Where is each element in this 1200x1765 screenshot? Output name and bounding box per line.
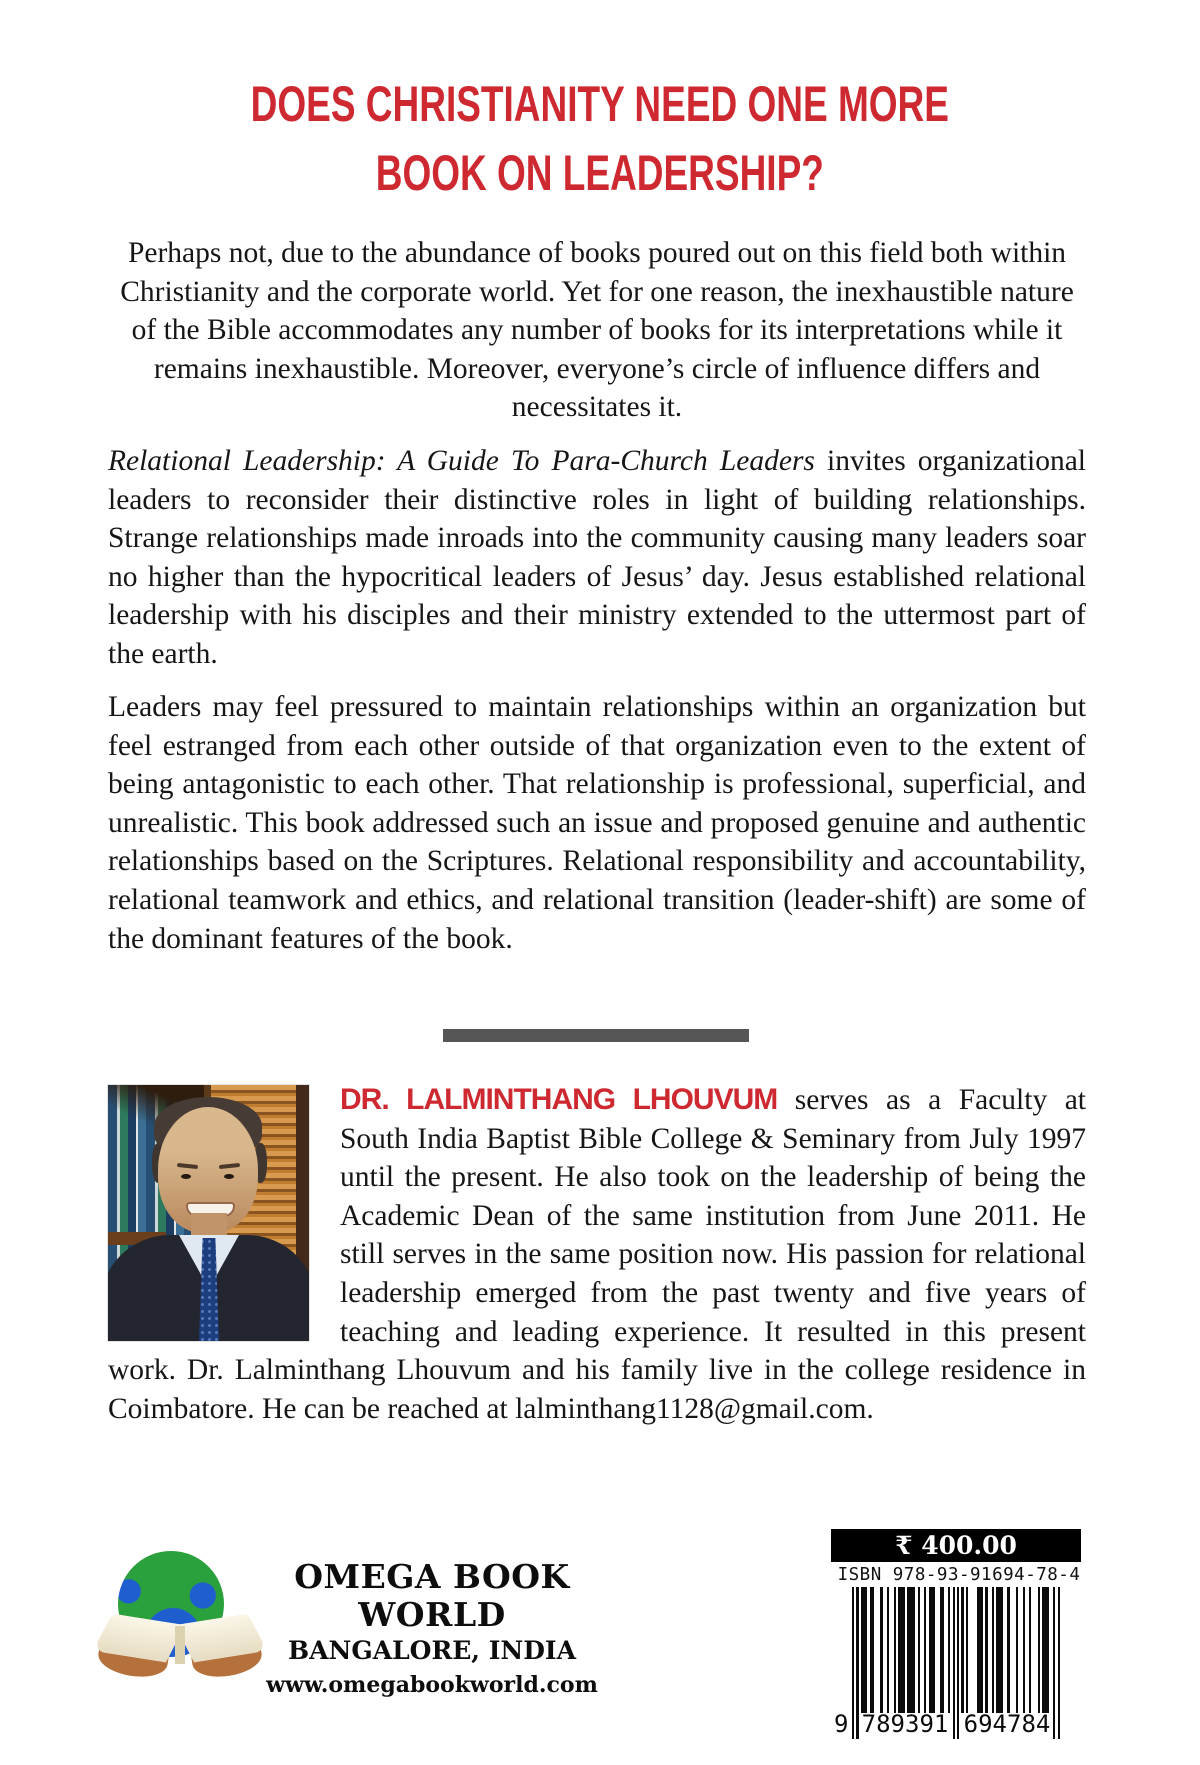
barcode-block (828, 1529, 1090, 1739)
photo-eye-right (224, 1174, 234, 1179)
themes-paragraph: Leaders may feel pressured to maintain relationships within an organization but feel estranged from each other outside of that organization even to the extent of being antagonistic to each other. That relationship is professional, superficial, and unrealistic. This book addressed such an issue and proposed genuine and authentic relationships based on the Scriptures. Relational responsibility and accountability, relational teamwork and ethics, and relational transition (leader-shift) are some of the dominant features of the book. (108, 691, 1086, 955)
barcode-module (1058, 1587, 1060, 1739)
author-name: DR. LALMINTHANG LHOUVUM (340, 1083, 778, 1116)
synopsis-paragraph (108, 442, 1086, 674)
barcode-digit-prefix: 9 (834, 1710, 849, 1738)
barcode-digits-left-group: 789391 (861, 1710, 949, 1738)
publisher-logo (98, 1546, 262, 1678)
price-badge: ₹ 400.00 (831, 1529, 1081, 1562)
author-photo (108, 1085, 309, 1341)
barcode-digits-right-group: 694784 (963, 1710, 1051, 1738)
publisher-block (256, 1558, 608, 1698)
open-book-spine-icon (175, 1626, 185, 1664)
publisher-name: OMEGA BOOK WORLD (294, 1557, 570, 1634)
barcode-bars (834, 1587, 1061, 1739)
section-divider (443, 1029, 749, 1042)
author-section (108, 1081, 1086, 1428)
headline-line-2: BOOK ON LEADERSHIP? (375, 145, 825, 201)
headline-line-1: DOES CHRISTIANITY NEED ONE MORE (250, 76, 950, 132)
photo-eye-left (181, 1174, 191, 1179)
publisher-website: www.omegabookworld.com (266, 1672, 598, 1698)
cover-headline (0, 76, 1200, 214)
author-bio-text: serves as a Faculty at South India Baptist Bible College & Seminary from July 1997 until the present. He also took on the leadership of being the Academic Dean of the same institution from June 2011. He still serves in the same position now. His passion for relational leadership emerged from the past twenty and five years of teaching and leading experience. It resulted in this present work. Dr. Lalminthang Lhouvum and his family live in the college residence in Coimbatore. He can be reached at lalminthang1128@gmail.com. (108, 1084, 1087, 1425)
synopsis-text: invites organizational leaders to reconsider their distinctive roles in light of building relationships. Strange relationships made inroads into the community causing many leaders soar no higher than the hypocritical leaders of Jesus’ day. Jesus established relational leadership with his disciples and their ministry extended to the uttermost part of the earth. (108, 445, 1086, 670)
book-title-italic: Relational Leadership: A Guide To Para-Church Leaders (108, 445, 815, 477)
intro-paragraph: Perhaps not, due to the abundance of books poured out on this field both within Christianity and the corporate world. Yet for one reason, the inexhaustible nature of the Bible accommodates any number of books for its interpretations while it remains inexhaustible. Moreover, everyone’s circle of influence differs and necessitates it. (120, 237, 1074, 424)
publisher-location: BANGALORE, INDIA (287, 1636, 577, 1665)
isbn-label: ISBN 978-93-91694-78-4 (837, 1565, 1081, 1585)
